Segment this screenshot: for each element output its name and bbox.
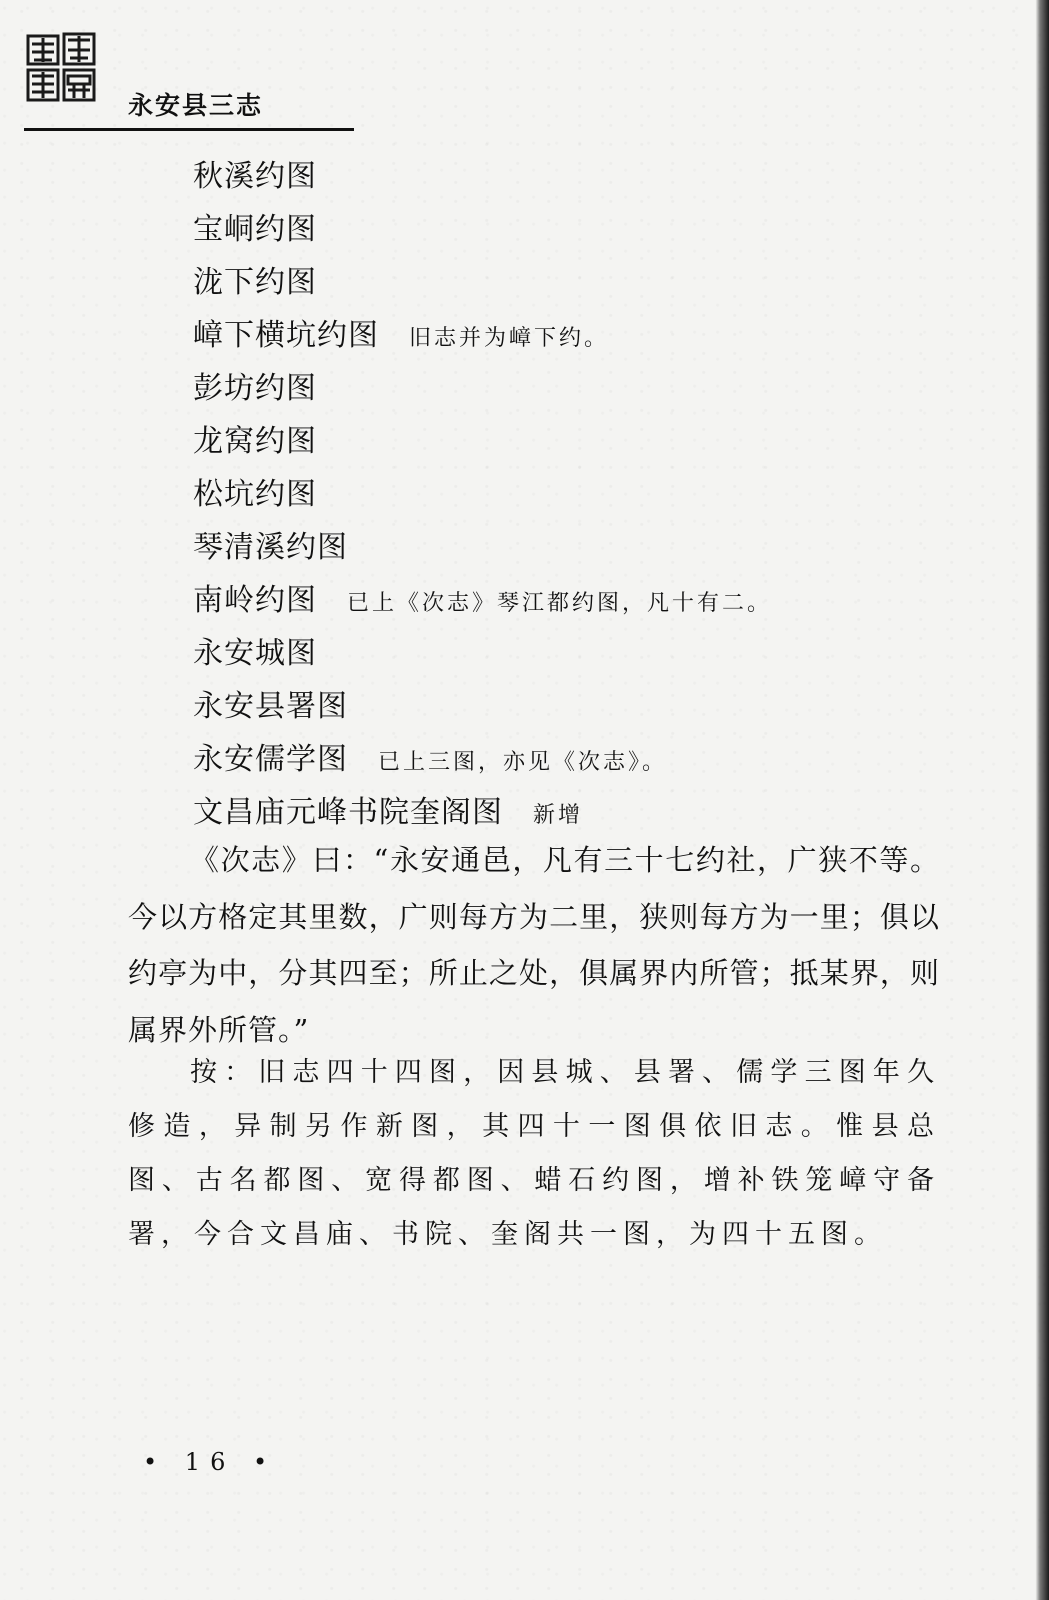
map-title: 文昌庙元峰书院奎阁图 — [193, 795, 503, 830]
map-note: 已上《次志》琴江都约图，凡十有二。 — [347, 591, 773, 616]
page-header — [24, 30, 354, 134]
list-item — [193, 203, 772, 256]
seal-icon — [24, 30, 98, 104]
list-item — [193, 362, 772, 415]
map-title: 松坑约图 — [193, 477, 317, 512]
map-title: 宝峒约图 — [193, 212, 317, 247]
book-title: 永安县三志 — [128, 91, 264, 120]
map-title: 南岭约图 — [193, 583, 317, 618]
map-title: 永安城图 — [193, 636, 317, 671]
list-item — [193, 574, 772, 627]
page-number-value: 16 — [184, 1448, 236, 1476]
map-title: 龙窝约图 — [193, 424, 317, 459]
map-title: 秋溪约图 — [193, 159, 317, 194]
list-item — [193, 415, 772, 468]
list-item — [193, 627, 772, 680]
map-title: 琴清溪约图 — [193, 530, 348, 565]
list-item — [193, 256, 772, 309]
map-title: 泷下约图 — [193, 265, 317, 300]
list-item — [193, 521, 772, 574]
map-title: 彭坊约图 — [193, 371, 317, 406]
quote-paragraph: 《次志》曰：“永安通邑，凡有三十七约社，广狭不等。今以方格定其里数，广则每方为二里，狭则每方为一里；俱以约亭为中，分其四至；所止之处，俱属界内所管；抵某界，则属界外所管。” — [128, 843, 940, 1047]
note-paragraph: 按：旧志四十四图，因县城、县署、儒学三图年久修造，异制另作新图，其四十一图俱依旧志。惟县总图、古名都图、宽得都图、蜡石约图，增补铁笼嶂守备署，今合文昌庙、书院、奎阁共一图，为四十五图。 — [128, 1057, 940, 1250]
map-note: 已上三图，亦见《次志》。 — [378, 750, 668, 775]
map-note: 新增 — [533, 803, 584, 828]
map-title: 嶂下横坑约图 — [193, 318, 379, 353]
map-note: 旧志并为嶂下约。 — [409, 326, 610, 351]
list-item — [193, 468, 772, 521]
map-list — [193, 150, 772, 839]
list-item — [193, 150, 772, 203]
torn-page-edge — [1019, 0, 1049, 1600]
map-title: 永安儒学图 — [193, 742, 348, 777]
page-number: • 16 • — [143, 1448, 278, 1476]
header-rule — [24, 128, 354, 131]
list-item — [193, 309, 772, 362]
list-item — [193, 680, 772, 733]
map-title: 永安县署图 — [193, 689, 348, 724]
list-item — [193, 733, 772, 786]
